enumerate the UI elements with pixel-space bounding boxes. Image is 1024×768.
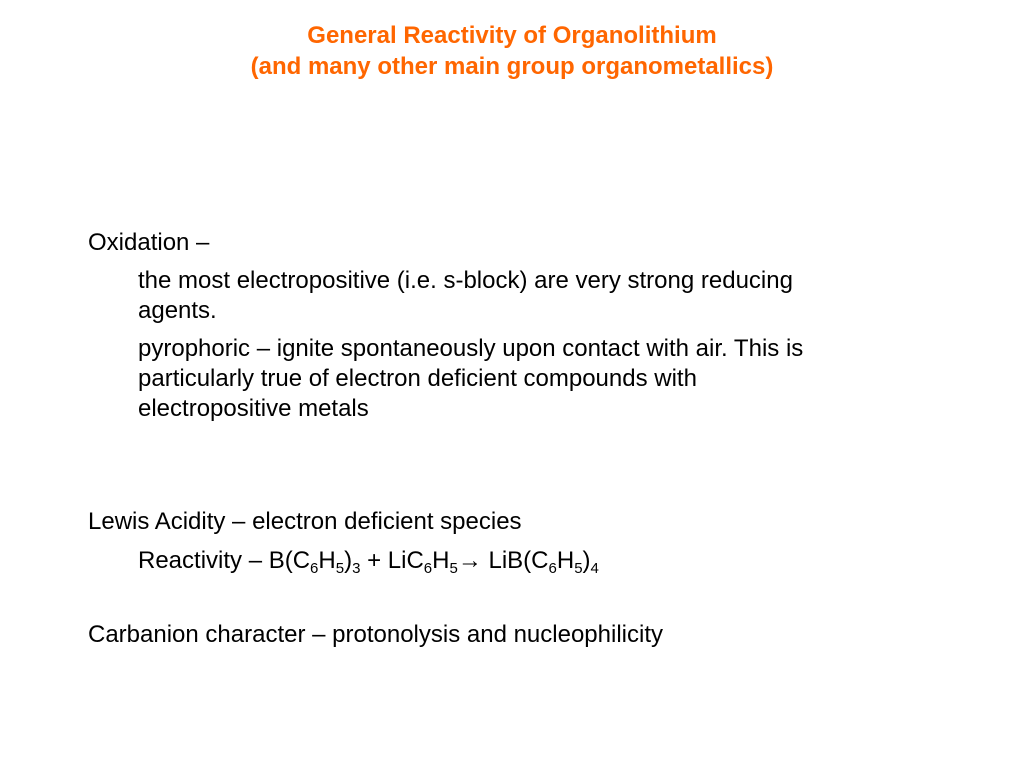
- subscript-4: 4: [590, 560, 599, 577]
- subscript-5: 5: [449, 560, 458, 577]
- lewis-reaction-equation: [138, 546, 599, 576]
- reaction-h: H: [432, 547, 450, 574]
- subscript-5: 5: [335, 560, 345, 577]
- carbanion-heading: Carbanion character – protonolysis and nucleophilicity: [88, 621, 663, 648]
- lewis-acidity-heading: Lewis Acidity – electron deficient species: [88, 508, 522, 535]
- oxidation-point-2-line-3: electropositive metals: [138, 395, 369, 422]
- reaction-arrow-icon: →: [457, 547, 482, 574]
- subscript-6: 6: [310, 560, 319, 577]
- reaction-prefix: Reactivity – B(C: [138, 547, 311, 574]
- title-line-1: General Reactivity of Organolithium: [307, 22, 717, 49]
- title-line-2: (and many other main group organometallics): [250, 53, 774, 80]
- subscript-5: 5: [574, 560, 583, 577]
- subscript-6: 6: [548, 560, 557, 577]
- slide-title: [0, 20, 1024, 82]
- oxidation-heading: Oxidation –: [88, 229, 210, 256]
- oxidation-point-1-line-1: the most electropositive (i.e. s-block) are very strong reducing: [138, 267, 793, 294]
- reaction-product: LiB(C: [481, 547, 549, 574]
- oxidation-point-1-line-2: agents.: [138, 297, 217, 324]
- oxidation-point-2-line-2: particularly true of electron deficient compounds with: [138, 365, 697, 392]
- subscript-6: 6: [423, 560, 433, 577]
- reaction-close-paren: ): [582, 547, 591, 574]
- subscript-3: 3: [352, 560, 361, 577]
- oxidation-point-2-line-1: pyrophoric – ignite spontaneously upon contact with air. This is: [138, 335, 804, 362]
- reaction-close-paren: ): [344, 547, 353, 574]
- reaction-h: H: [318, 547, 336, 574]
- reaction-plus-lic: + LiC: [360, 547, 424, 574]
- reaction-h: H: [556, 547, 575, 574]
